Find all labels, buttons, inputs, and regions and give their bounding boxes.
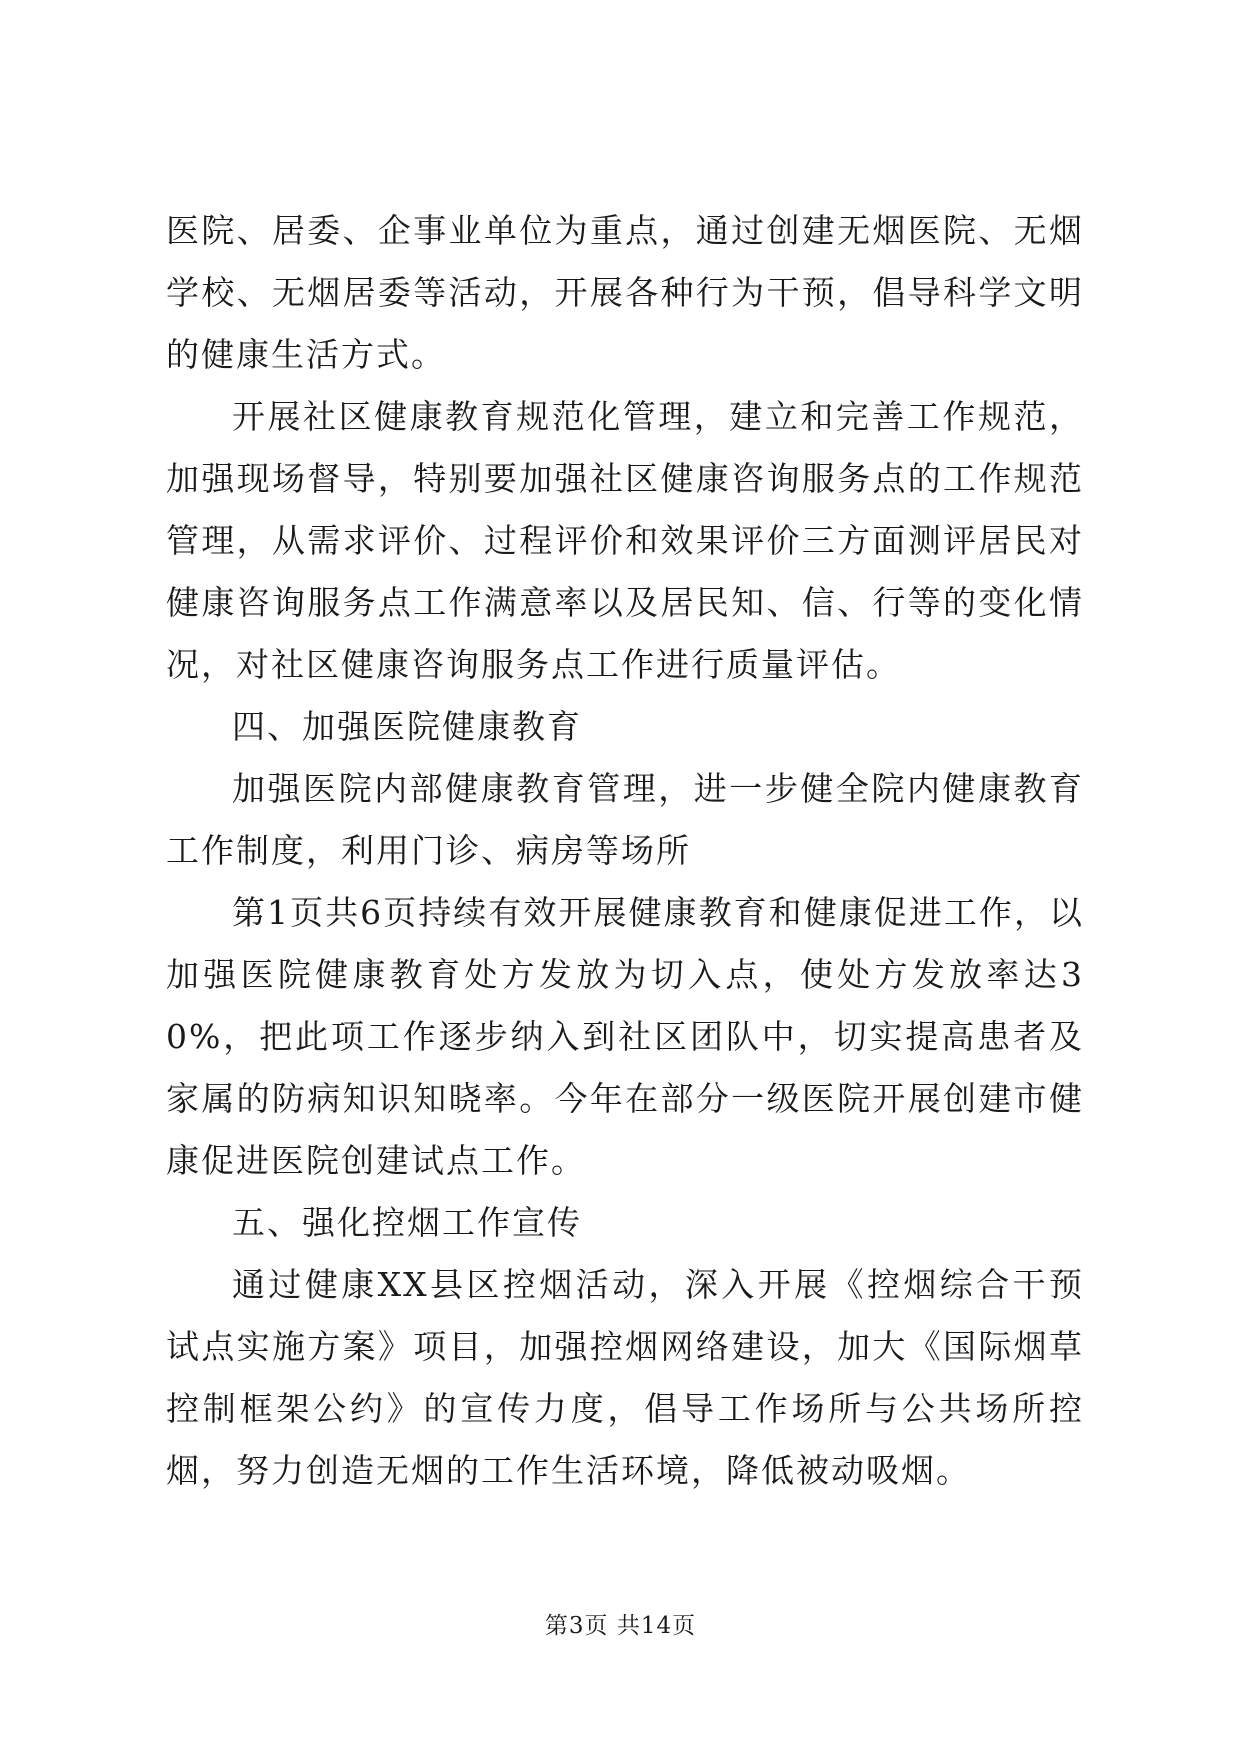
section-heading-4: 四、加强医院健康教育	[232, 707, 582, 746]
section-heading-5: 五、强化控烟工作宣传	[232, 1203, 582, 1242]
paragraph-3: 加强医院内部健康教育管理，进一步健全院内健康教育工作制度，利用门诊、病房等场所	[166, 769, 1084, 870]
paragraph-5: 通过健康XX县区控烟活动，深入开展《控烟综合干预试点实施方案》项目，加强控烟网络建设，加大《国际烟草控制框架公约》的宣传力度，倡导工作场所与公共场所控烟，努力创造无烟的工作生活环境，降低被动吸烟。	[166, 1265, 1084, 1490]
paragraph-1: 医院、居委、企事业单位为重点，通过创建无烟医院、无烟学校、无烟居委等活动，开展各种行为干预，倡导科学文明的健康生活方式。	[166, 211, 1084, 374]
paragraph-4: 第1页共6页持续有效开展健康教育和健康促进工作，以加强医院健康教育处方发放为切入点，使处方发放率达30%，把此项工作逐步纳入到社区团队中，切实提高患者及家属的防病知识知晓率。今年在部分一级医院开展创建市健康促进医院创建试点工作。	[166, 893, 1084, 1180]
document-body	[166, 200, 1084, 1502]
paragraph-2: 开展社区健康教育规范化管理，建立和完善工作规范，加强现场督导，特别要加强社区健康咨询服务点的工作规范管理，从需求评价、过程评价和效果评价三方面测评居民对健康咨询服务点工作满意率以及居民知、信、行等的变化情况，对社区健康咨询服务点工作进行质量评估。	[166, 397, 1084, 684]
page-footer: 第3页 共14页	[544, 1613, 697, 1639]
